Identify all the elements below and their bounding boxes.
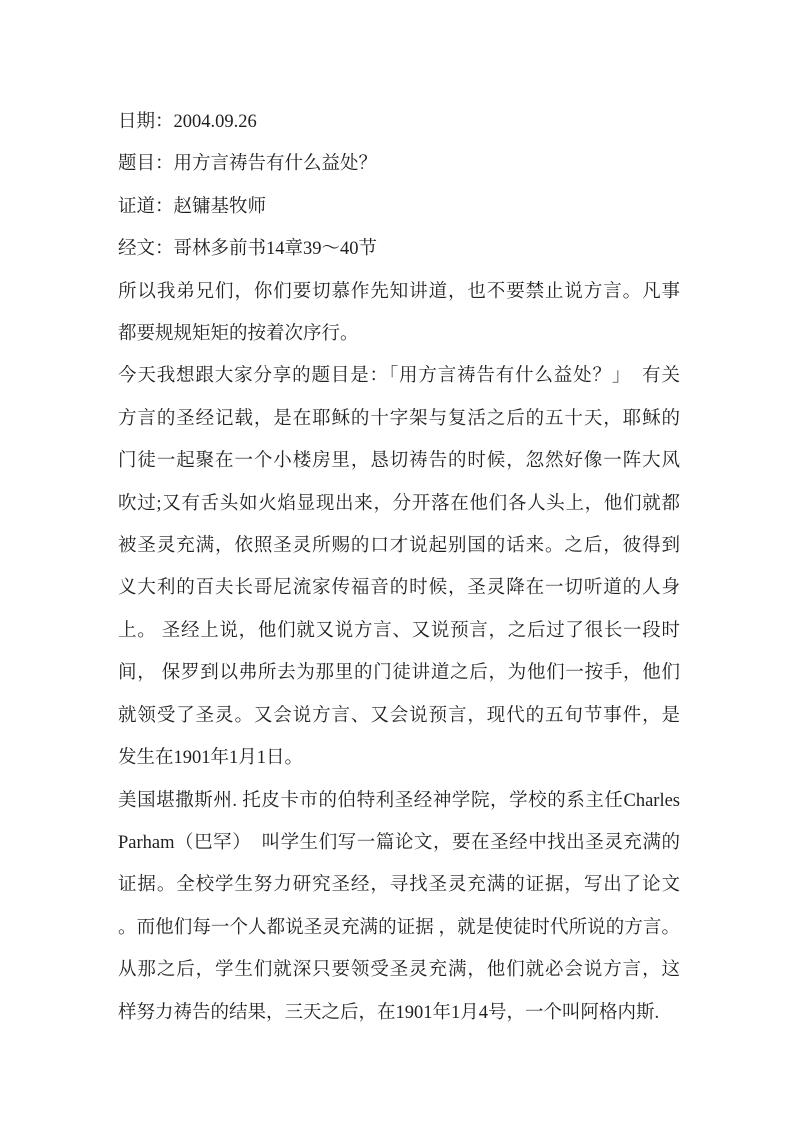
body-line: 被圣灵充满，依照圣灵所赐的口才说起别国的话来。之后，彼得到 [118, 536, 680, 557]
meta-value-date: 2004.09.26 [173, 112, 257, 132]
meta-line-date [118, 101, 680, 143]
body-line: 样努力祷告的结果，三天之后，在1901年1月4号，一个叫阿格内斯. [118, 1002, 660, 1023]
meta-value-scripture: 哥林多前书14章39～40节 [173, 239, 378, 260]
meta-line-speaker [118, 186, 680, 228]
body-line: 今天我想跟大家分享的题目是：「用方言祷告有什么益处？」 有关 [118, 366, 680, 387]
body-line: 上。 圣经上说，他们就又说方言、又说预言，之后过了很长一段时 [118, 620, 680, 641]
body-line: 从那之后，学生们就深只要领受圣灵充满，他们就必会说方言，这 [118, 960, 680, 981]
body-line: Parham（巴罕） 叫学生们写一篇论文，要在圣经中找出圣灵充满的 [118, 832, 680, 853]
body-line: 所以我弟兄们，你们要切慕作先知讲道，也不要禁止说方言。凡事 [118, 281, 680, 302]
document-body [118, 271, 680, 1034]
body-line: 就领受了圣灵。又会说方言、又会说预言，现代的五旬节事件，是 [118, 705, 680, 726]
text-column [118, 101, 680, 1034]
body-line: 义大利的百夫长哥尼流家传福音的时候，圣灵降在一切听道的人身 [118, 578, 680, 599]
meta-label-title: 题目： [118, 154, 174, 175]
body-line: 方言的圣经记载，是在耶稣的十字架与复活之后的五十天，耶稣的 [118, 408, 680, 429]
body-line: 美国堪撒斯州. 托皮卡市的伯特利圣经神学院，学校的系主任Charles [118, 790, 680, 811]
body-line: 发生在1901年1月1日。 [118, 748, 304, 769]
body-line: 证据。全校学生努力研究圣经，寻找圣灵充满的证据，写出了论文 [118, 875, 680, 896]
meta-label-scripture: 经文： [118, 239, 174, 260]
meta-label-speaker: 证道： [118, 196, 174, 217]
body-line: 吹过;又有舌头如火焰显现出来，分开落在他们各人头上，他们就都 [118, 493, 680, 514]
meta-value-title: 用方言祷告有什么益处？ [173, 154, 378, 175]
meta-line-scripture [118, 228, 680, 270]
meta-value-speaker: 赵镛基牧师 [173, 196, 267, 217]
body-line: 门徒一起聚在一个小楼房里，恳切祷告的时候，忽然好像一阵大风 [118, 451, 680, 472]
meta-line-title [118, 143, 680, 185]
body-line: 。而他们每一个人都说圣灵充满的证据 ，就是使徒时代所说的方言。 [118, 917, 680, 938]
body-line: 都要规规矩矩的按着次序行。 [118, 324, 359, 345]
document-header [118, 101, 680, 271]
body-line: 间， 保罗到以弗所去为那里的门徒讲道之后，为他们一按手，他们 [118, 663, 680, 684]
meta-label-date: 日期： [118, 112, 174, 132]
